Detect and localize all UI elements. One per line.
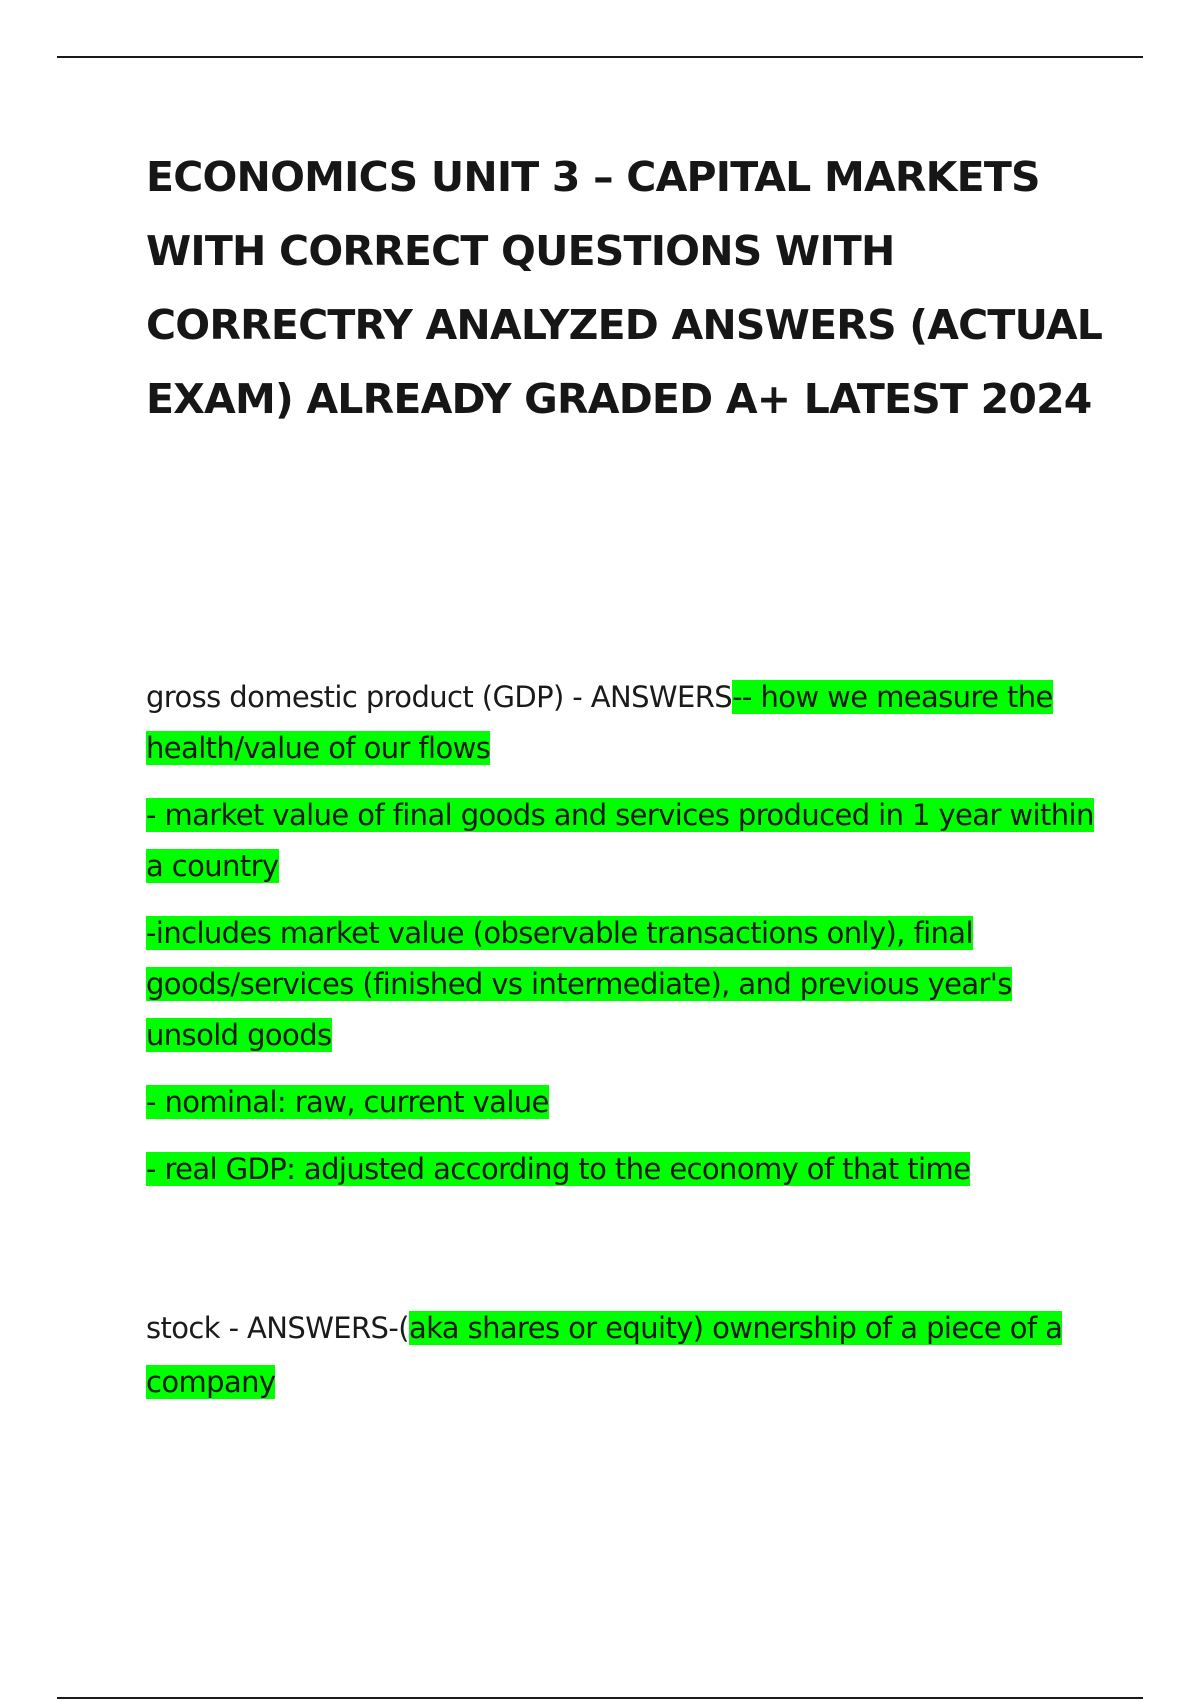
header-rule xyxy=(57,56,1143,58)
qa-question xyxy=(146,672,1096,774)
highlighted-answer: -includes market value (observable transactions only), final goods/services (finished vs intermediate), and previous year's unsold goods xyxy=(146,916,1012,1052)
highlighted-answer: - market value of final goods and services produced in 1 year within a country xyxy=(146,798,1094,883)
highlighted-answer: aka shares or equity) ownership of a piece of a company xyxy=(146,1311,1063,1399)
document-title: ECONOMICS UNIT 3 – CAPITAL MARKETS WITH CORRECT QUESTIONS WITH CORRECTRY ANALYZED ANSWERS (ACTUAL EXAM) ALREADY GRADED A+ LATEST 2024 xyxy=(146,153,1103,423)
qa-question xyxy=(146,1301,1096,1409)
footer-rule xyxy=(57,1697,1143,1699)
highlighted-answer: - real GDP: adjusted according to the economy of that time xyxy=(146,1152,971,1186)
question-term: gross domestic product (GDP) - ANSWERS xyxy=(146,680,733,714)
highlighted-answer: -- how we measure the health/value of our flows xyxy=(146,680,1053,765)
answer-point xyxy=(146,908,1096,1061)
answer-point xyxy=(146,790,1096,892)
answer-point xyxy=(146,1077,1096,1128)
qa-entry-stock xyxy=(146,1301,1096,1425)
qa-entry-gdp xyxy=(146,672,1096,1211)
answer-point xyxy=(146,1144,1096,1195)
question-term: stock - ANSWERS-( xyxy=(146,1311,409,1345)
highlighted-answer: - nominal: raw, current value xyxy=(146,1085,549,1119)
